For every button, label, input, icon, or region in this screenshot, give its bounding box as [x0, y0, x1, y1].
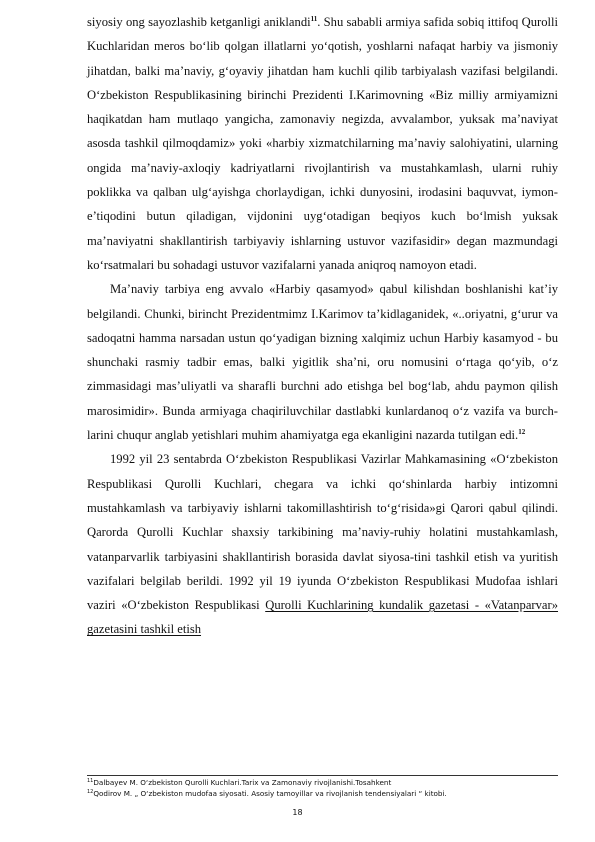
- footnote-12: [87, 789, 558, 800]
- paragraph-1: [87, 10, 558, 277]
- footnote-12-number: 12: [87, 788, 94, 795]
- footnote-11-text: Dalbayev M. O‘zbekiston Qurolli Kuchlari.Tarix va Zamonaviy rivojlanishi.Tosahkent: [93, 778, 392, 787]
- paragraph-3-text: 1992 yil 23 sentabrda O‘zbekiston Respublikasi Vazirlar Mahkamasining «O‘zbekiston Respublikasi Qurolli Kuchlari, chegara va ichki qo‘shinlarda harbiy intizomni mustahkamlash va tarbiyaviy ishlarni takomillashtirish to‘g‘risida»gi Qarori qabul qilindi. Qarorda Qurolli Kuchlar shaxsiy tarkibining ma’naviy-ruhiy holatini mustahkamlash, vatanparvarlik tarbiyasini shakllantirish borasida davlat siyosa-tini tashkil etish va yuritish vazifalari belgilab berildi. 1992 yil 19 iyunda O‘zbekiston Respublikasi Mudofaa ishlari vaziri «O‘zbekiston Respublikasi: [87, 452, 558, 613]
- page-number: 18: [292, 808, 303, 817]
- footnote-12-text: Qodirov M. „ O‘zbekiston mudofaa siyosati. Asosiy tamoyillar va rivojlanish tendensiyalari “ kitobi.: [93, 788, 447, 798]
- paragraph-3-underlined-tail: Qurolli Kuchlarining kundalik gazetasi - «Vatanparvar» gazetasini tashkil etish: [87, 598, 559, 637]
- paragraph-3: [87, 447, 558, 641]
- footnote-11: [87, 778, 558, 789]
- paragraph-2: [87, 277, 558, 447]
- paragraph-2-text: Ma’naviy tarbiya eng avvalo «Harbiy qasamyod» qabul kilishdan boshlanishi kat’iy belgilandi. Chunki, birincht Prezidentmimz I.Karimov ta’kidlaganidek, «..oriyatni, g‘urur va sadoqatni hamma narsadan ustun qo‘yadigan bizning xalqimiz uchun Harbiy kasamyod - bu shunchaki rasmiy tadbir emas, balki yigitlik sha’ni, oru nomusini o‘rtaga qo‘yib, o‘z zimmasidagi mas’uliyatli va sharafli burchni ado etishga bel bog‘lab, ahdu paymon qilish marosimidir». Bunda armiyaga chaqiriluvchilar dastlabki kunlardanoq o‘z vazifa va burch-larini chuqur anglab yetishlari muhim ahamiyatga ega ekanligini nazarda tutilgan edi.: [87, 282, 558, 443]
- document-body: [87, 10, 558, 642]
- paragraph-1-continuation: . Shu sababli armiya safida sobiq ittifoq Qurolli Kuchlaridan meros bo‘lib qolgan illatlarni yo‘qotish, yoshlarni nafaqat harbiy va jismoniy jihatdan, balki ma’naviy, g‘oyaviy jihatdan ham kuchli qilib tarbiyalash vazifasi belgilandi. O‘zbekiston Respublikasining birinchi Prezidenti I.Karimovning «Biz milliy armiyamizni haqikatdan ham mutlaqo yangicha, zamonaviy negizda, avvalambor, yuksak ma’naviyat asosda tashkil qilmoqdamiz» yoki «harbiy xizmatchilarning ma’naviy salohiyatini, ularning ongida ma’naviy-axloqiy kadriyatlarni rivojlantirish va mustahkamlash, ularni ruhiy poklikka va qalban ulg‘ayishga chorlaydigan, ichki dunyosini, irodasini baquvvat, iymon-e’tiqodini butun qiladigan, vijdonini uyg‘otadigan beqiyos kuch bo‘lmish yuksak ma’naviyatni shakllantirish tarbiyaviy ishlarning ustuvor vazifasidir» degan mazmundagi ko‘rsatmalari bu sohadagi ustuvor vazifalarni yanada aniqroq namoyon etadi.: [87, 15, 558, 272]
- paragraph-1-start: siyosiy ong sayozlashib ketganligi aniklandi: [87, 15, 311, 29]
- footnote-11-number: 11: [87, 778, 94, 784]
- footnotes-section: [87, 775, 558, 799]
- footnote-ref-12[interactable]: 12: [518, 428, 526, 437]
- footnote-ref-11[interactable]: 11: [310, 15, 318, 23]
